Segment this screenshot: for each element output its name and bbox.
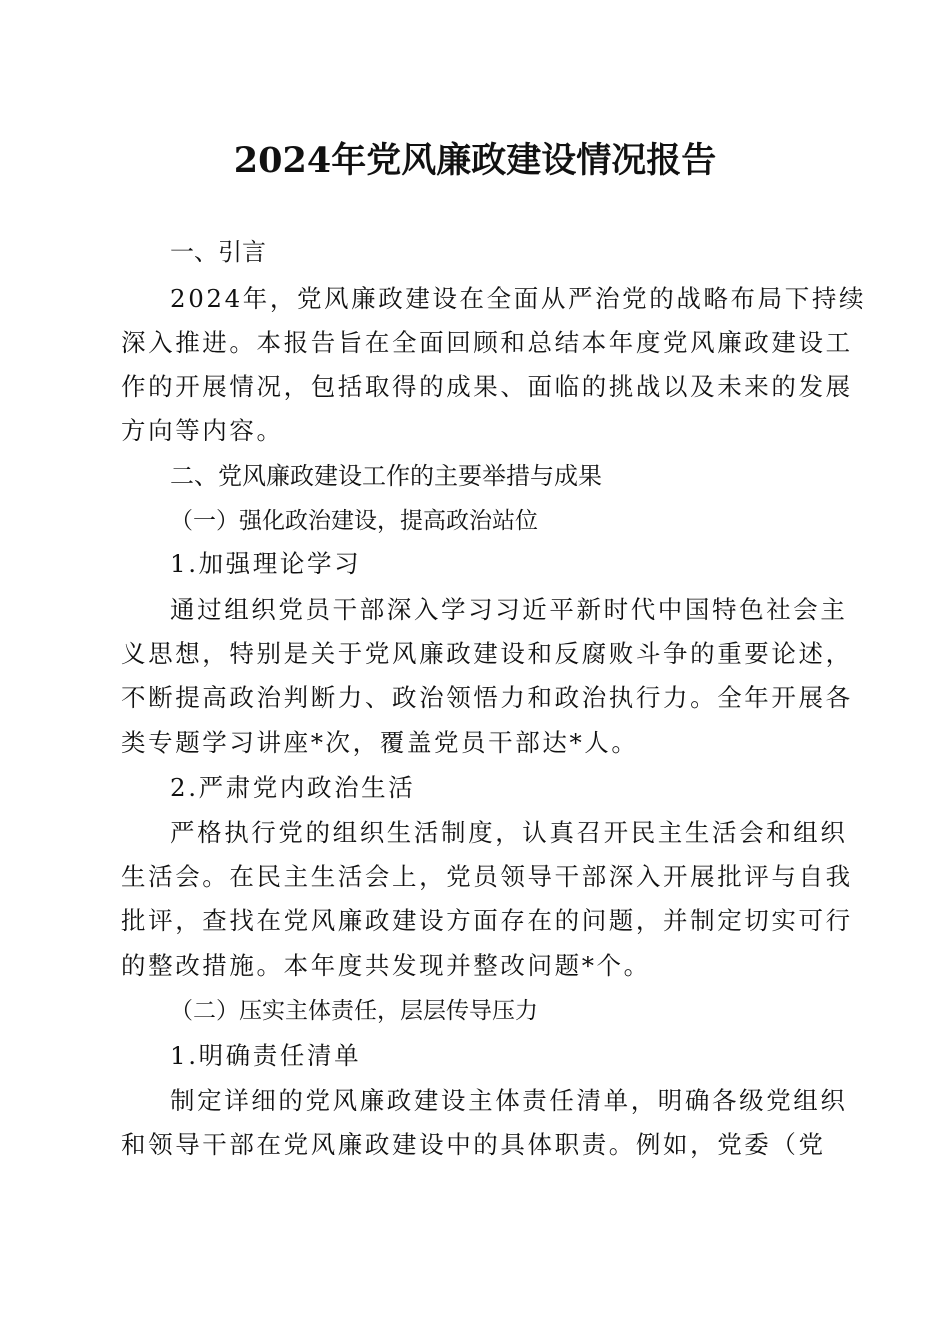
paragraph-line: 作的开展情况，包括取得的成果、面临的挑战以及未来的发展 bbox=[121, 372, 853, 401]
section-heading-introduction: 一、引言 bbox=[170, 238, 266, 266]
paragraph-line: 深入推进。本报告旨在全面回顾和总结本年度党风廉政建设工 bbox=[121, 328, 853, 357]
item-heading: 1.加强理论学习 bbox=[170, 549, 362, 578]
subsection-heading: （二）压实主体责任，层层传导压力 bbox=[170, 998, 538, 1024]
paragraph-line: 批评，查找在党风廉政建设方面存在的问题，并制定切实可行 bbox=[121, 906, 853, 935]
paragraph-line: 义思想，特别是关于党风廉政建设和反腐败斗争的重要论述， bbox=[121, 639, 853, 668]
paragraph-line: 不断提高政治判断力、政治领悟力和政治执行力。全年开展各 bbox=[121, 683, 853, 712]
paragraph-line: 的整改措施。本年度共发现并整改问题*个。 bbox=[121, 951, 651, 980]
paragraph-line: 和领导干部在党风廉政建设中的具体职责。例如，党委（党 bbox=[121, 1130, 826, 1159]
item-heading: 2.严肃党内政治生活 bbox=[170, 773, 416, 802]
document-title: 2024年党风廉政建设情况报告 bbox=[233, 140, 717, 181]
paragraph-line: 通过组织党员干部深入学习习近平新时代中国特色社会主 bbox=[170, 595, 848, 624]
paragraph-line: 制定详细的党风廉政建设主体责任清单，明确各级党组织 bbox=[170, 1086, 848, 1115]
item-heading: 1.明确责任清单 bbox=[170, 1041, 362, 1070]
paragraph-line: 2024年，党风廉政建设在全面从严治党的战略布局下持续 bbox=[170, 284, 867, 313]
paragraph-line: 方向等内容。 bbox=[121, 416, 284, 445]
paragraph-line: 生活会。在民主生活会上，党员领导干部深入开展批评与自我 bbox=[121, 862, 853, 891]
section-heading-measures: 二、党风廉政建设工作的主要举措与成果 bbox=[170, 462, 602, 490]
subsection-heading: （一）强化政治建设，提高政治站位 bbox=[170, 508, 538, 534]
paragraph-line: 类专题学习讲座*次，覆盖党员干部达*人。 bbox=[121, 728, 639, 757]
paragraph-line: 严格执行党的组织生活制度，认真召开民主生活会和组织 bbox=[170, 818, 848, 847]
